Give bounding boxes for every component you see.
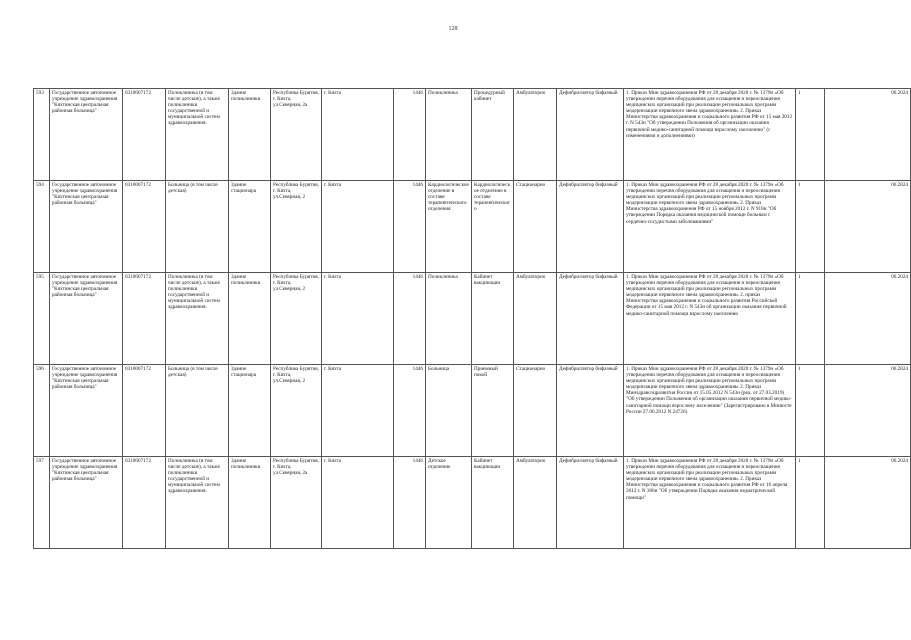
code: 1446 bbox=[394, 365, 426, 457]
row-number: 593 bbox=[34, 89, 50, 181]
building-name: Здание поликлиники bbox=[229, 457, 271, 549]
code: 1446 bbox=[394, 273, 426, 365]
equipment-name: Дефибриллятор бифазный bbox=[557, 273, 624, 365]
organization-name: Государственное автономное учреждение здравоохранения "Кяхтинская центральная районная больница" bbox=[50, 181, 123, 273]
table-row bbox=[34, 457, 911, 549]
code: 1446 bbox=[394, 457, 426, 549]
quantity: 1 bbox=[796, 273, 825, 365]
legal-basis: 1. Приказ Мин здравоохранения РФ от 28 декабря 2020 г. № 1379н «Об утверждении перечня оборудования для оснащения и переоснащения медицинских организаций при реализации региональных программ модернизации первичного звена здравоохранения» 2. Приказ Министерства здравоохранения и социального развития РФ от 15 мая 2012 г. N 543н "Об утверждении Положения об организации оказания первичной медико-санитарной помощи взрослому населению" (с изменениями и дополнениями) bbox=[624, 89, 796, 181]
equipment-name: Дефибриллятор бифазный bbox=[557, 181, 624, 273]
quantity: 1 bbox=[796, 457, 825, 549]
organization-code: 0310007172 bbox=[123, 181, 166, 273]
locality: г. Кяхта bbox=[322, 181, 394, 273]
organization-name: Государственное автономное учреждение здравоохранения "Кяхтинская центральная районная больница" bbox=[50, 365, 123, 457]
subdivision: Кардиологическое отделение в составе терапевтического отделения bbox=[426, 181, 472, 273]
care-type: Стационарно bbox=[514, 181, 557, 273]
room: Кабинет вакцинации bbox=[472, 273, 514, 365]
locality: г. Кяхта bbox=[322, 365, 394, 457]
division-type: Поликлиника (в том числе детские), а также поликлиники государственной и муниципальной систем здравоохранения. bbox=[166, 457, 229, 549]
equipment-name: Дефибриллятор бифазный bbox=[557, 365, 624, 457]
care-type: Стационарно bbox=[514, 365, 557, 457]
building-name: Здание поликлиники bbox=[229, 273, 271, 365]
organization-code: 0310007172 bbox=[123, 89, 166, 181]
date: 06.2024 bbox=[825, 89, 911, 181]
date: 06.2024 bbox=[825, 181, 911, 273]
locality: г. Кяхта bbox=[322, 89, 394, 181]
building-name: Здание стационара bbox=[229, 181, 271, 273]
locality: г. Кяхта bbox=[322, 273, 394, 365]
room: Кардиологическое отделение в составе терапевтического bbox=[472, 181, 514, 273]
row-number: 597 bbox=[34, 457, 50, 549]
date: 06.2024 bbox=[825, 365, 911, 457]
division-type: Поликлиника (в том числе детские), а также поликлиники государственной и муниципальной систем здравоохранения. bbox=[166, 273, 229, 365]
address: Республика Бурятия, г. Кяхта, ул.Северная, 2 bbox=[271, 273, 322, 365]
organization-code: 0310007172 bbox=[123, 457, 166, 549]
legal-basis: 1. Приказ Мин здравоохранения РФ от 28 декабря 2020 г. № 1379н «Об утверждении перечня оборудования для оснащения и переоснащения медицинских организаций при реализации региональных программ модернизации первичного звена здравоохранения» 2. Приказ Министерства здравоохранения и социального развития РФ от 16 апреля 2012 г. N 366н "Об утверждении Порядка оказания педиатрической помощи" bbox=[624, 457, 796, 549]
quantity: 1 bbox=[796, 181, 825, 273]
row-number: 595 bbox=[34, 273, 50, 365]
room: Процедурный кабинет bbox=[472, 89, 514, 181]
care-type: Амбулаторно bbox=[514, 457, 557, 549]
equipment-registry-table bbox=[33, 88, 911, 549]
division-type: Больница (в том числе детская) bbox=[166, 365, 229, 457]
care-type: Амбулаторно bbox=[514, 89, 557, 181]
subdivision: Детское отделение bbox=[426, 457, 472, 549]
quantity: 1 bbox=[796, 89, 825, 181]
organization-name: Государственное автономное учреждение здравоохранения "Кяхтинская центральная районная больница" bbox=[50, 273, 123, 365]
code: 1446 bbox=[394, 89, 426, 181]
date: 06.2024 bbox=[825, 273, 911, 365]
subdivision: Поликлиника bbox=[426, 273, 472, 365]
building-name: Здание стационара bbox=[229, 365, 271, 457]
page-number: 128 bbox=[448, 26, 458, 32]
organization-name: Государственное автономное учреждение здравоохранения "Кяхтинская центральная районная больница" bbox=[50, 89, 123, 181]
date: 06.2024 bbox=[825, 457, 911, 549]
table-row bbox=[34, 273, 911, 365]
locality: г. Кяхта bbox=[322, 457, 394, 549]
address: Республика Бурятия, г. Кяхта, ул.Северная, 2а bbox=[271, 89, 322, 181]
address: Республика Бурятия, г. Кяхта, ул.Северная, 2а bbox=[271, 457, 322, 549]
equipment-name: Дефибриллятор бифазный bbox=[557, 89, 624, 181]
subdivision: Больница bbox=[426, 365, 472, 457]
building-name: Здание поликлиники bbox=[229, 89, 271, 181]
row-number: 594 bbox=[34, 181, 50, 273]
table-row bbox=[34, 181, 911, 273]
care-type: Амбулаторно bbox=[514, 273, 557, 365]
address: Республика Бурятия, г. Кяхта, ул.Северная, 2 bbox=[271, 181, 322, 273]
division-type: Больница (в том числе детская) bbox=[166, 181, 229, 273]
quantity: 1 bbox=[796, 365, 825, 457]
division-type: Поликлиника (в том числе детские), а также поликлиники государственной и муниципальной систем здравоохранения. bbox=[166, 89, 229, 181]
subdivision: Поликлиника bbox=[426, 89, 472, 181]
organization-name: Государственное автономное учреждение здравоохранения "Кяхтинская центральная районная больница" bbox=[50, 457, 123, 549]
room: Кабинет вакцинации bbox=[472, 457, 514, 549]
legal-basis: 1. Приказ Мин здравоохранения РФ от 28 декабря 2020 г. № 1379н «Об утверждении перечня оборудования для оснащения и переоснащения медицинских организаций при реализации региональных программ модернизации первичного звена здравоохранения» 2. Приказ Минздравсоцразвития России от 15.05.2012 N 543н (ред. от 27.03.2019) "Об утверждении Положения об организации оказания первичной медико-санитарной помощи взрослому населению" (Зарегистрировано в Минюсте России 27.06.2012 N 24726) bbox=[624, 365, 796, 457]
address: Республика Бурятия, г. Кяхта, ул.Северная, 2 bbox=[271, 365, 322, 457]
table-row bbox=[34, 89, 911, 181]
code: 1446 bbox=[394, 181, 426, 273]
organization-code: 0310007172 bbox=[123, 365, 166, 457]
table-row bbox=[34, 365, 911, 457]
room: Приемный покой bbox=[472, 365, 514, 457]
equipment-name: Дефибриллятор бифазный bbox=[557, 457, 624, 549]
legal-basis: 1. Приказ Мин здравоохранения РФ от 28 декабря 2020 г. № 1379н «Об утверждении перечня оборудования для оснащения и переоснащения медицинских организаций при реализации региональных программ модернизации первичного звена здравоохранения» 2. приказ Министерства здравоохранения и социального развития Российской Федерации от 15 мая 2012 г. N 543н об организации оказания первичной медико-санитарной помощи взрослому населению bbox=[624, 273, 796, 365]
organization-code: 0310007172 bbox=[123, 273, 166, 365]
row-number: 596 bbox=[34, 365, 50, 457]
legal-basis: 1. Приказ Мин здравоохранения РФ от 28 декабря 2020 г. № 1379н «Об утверждении перечня оборудования для оснащения и переоснащения медицинских организаций при реализации региональных программ модернизации первичного звена здравоохранения» 2. Приказ Министерства здравоохранения РФ от 15 ноября 2012 г. N 918н "Об утверждении Порядка оказания медицинской помощи больным с сердечно-сосудистыми заболеваниями" bbox=[624, 181, 796, 273]
